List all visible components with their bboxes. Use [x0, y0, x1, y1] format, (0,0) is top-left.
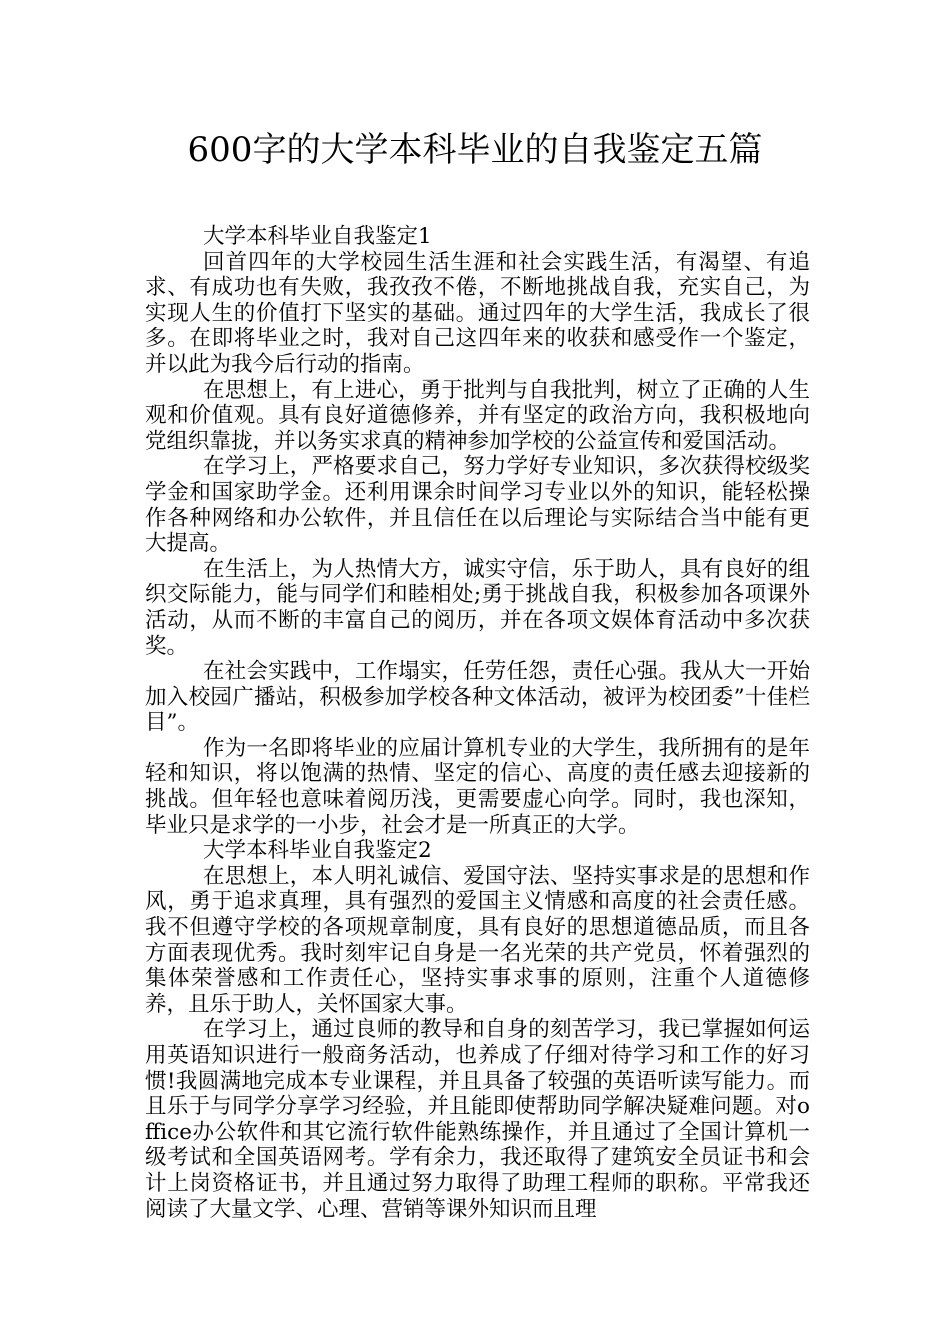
document-body	[145, 224, 810, 1222]
paragraph: 在思想上，本人明礼诚信、爱国守法、坚持实事求是的思想和作风，勇于追求真理，具有强烈的爱国主义情感和高度的社会责任感。我不但遵守学校的各项规章制度，具有良好的思想道德品质，而且各方面表现优秀。我时刻牢记自身是一名光荣的共产党员，怀着强烈的集体荣誉感和工作责任心，坚持实事求事的原则，注重个人道德修养，且乐于助人，关怀国家大事。	[145, 863, 810, 1017]
document-title: 600字的大学本科毕业的自我鉴定五篇	[187, 130, 763, 170]
paragraph: 作为一名即将毕业的应届计算机专业的大学生，我所拥有的是年轻和知识，将以饱满的热情、坚定的信心、高度的责任感去迎接新的挑战。但年轻也意味着阅历浅，更需要虚心向学。同时，我也深知，毕业只是求学的一小步，社会才是一所真正的大学。	[145, 735, 810, 838]
paragraph: 在生活上，为人热情大方，诚实守信，乐于助人，具有良好的组织交际能力，能与同学们和睦相处;勇于挑战自我，积极参加各项课外活动，从而不断的丰富自己的阅历，并在各项文娱体育活动中多次获奖。	[145, 556, 810, 659]
paragraph: 在思想上，有上进心，勇于批判与自我批判，树立了正确的人生观和价值观。具有良好道德修养，并有坚定的政治方向，我积极地向党组织靠拢，并以务实求真的精神参加学校的公益宣传和爱国活动。	[145, 377, 810, 454]
paragraph: 在学习上，严格要求自己，努力学好专业知识，多次获得校级奖学金和国家助学金。还利用课余时间学习专业以外的知识，能轻松操作各种网络和办公软件，并且信任在以后理论与实际结合当中能有更大提高。	[145, 454, 810, 557]
section-heading-1: 大学本科毕业自我鉴定1	[203, 224, 432, 249]
paragraph: 在学习上，通过良师的教导和自身的刻苦学习，我已掌握如何运用英语知识进行一般商务活动，也养成了仔细对待学习和工作的好习惯!我圆满地完成本专业课程，并且具备了较强的英语听读写能力。而且乐于与同学分享学习经验，并且能即使帮助同学解决疑难问题。对office办公软件和其它流行软件能熟练操作，并且通过了全国计算机一级考试和全国英语网考。学有余力，我还取得了建筑安全员证书和会计上岗资格证书，并且通过努力取得了助理工程师的职称。平常我还阅读了大量文学、心理、营销等课外知识而且理	[145, 1017, 810, 1222]
section-heading-2: 大学本科毕业自我鉴定2	[203, 838, 432, 864]
paragraph: 在社会实践中，工作塌实，任劳任怨，责任心强。我从大一开始加入校园广播站，积极参加学校各种文体活动，被评为校团委”十佳栏目”。	[145, 659, 810, 736]
paragraph: 回首四年的大学校园生活生涯和社会实践生活，有渴望、有追求、有成功也有失败，我孜孜不倦，不断地挑战自我，充实自己，为实现人生的价值打下坚实的基础。通过四年的大学生活，我成长了很多。在即将毕业之时，我对自己这四年来的收获和感受作一个鉴定，并以此为我今后行动的指南。	[145, 249, 810, 377]
